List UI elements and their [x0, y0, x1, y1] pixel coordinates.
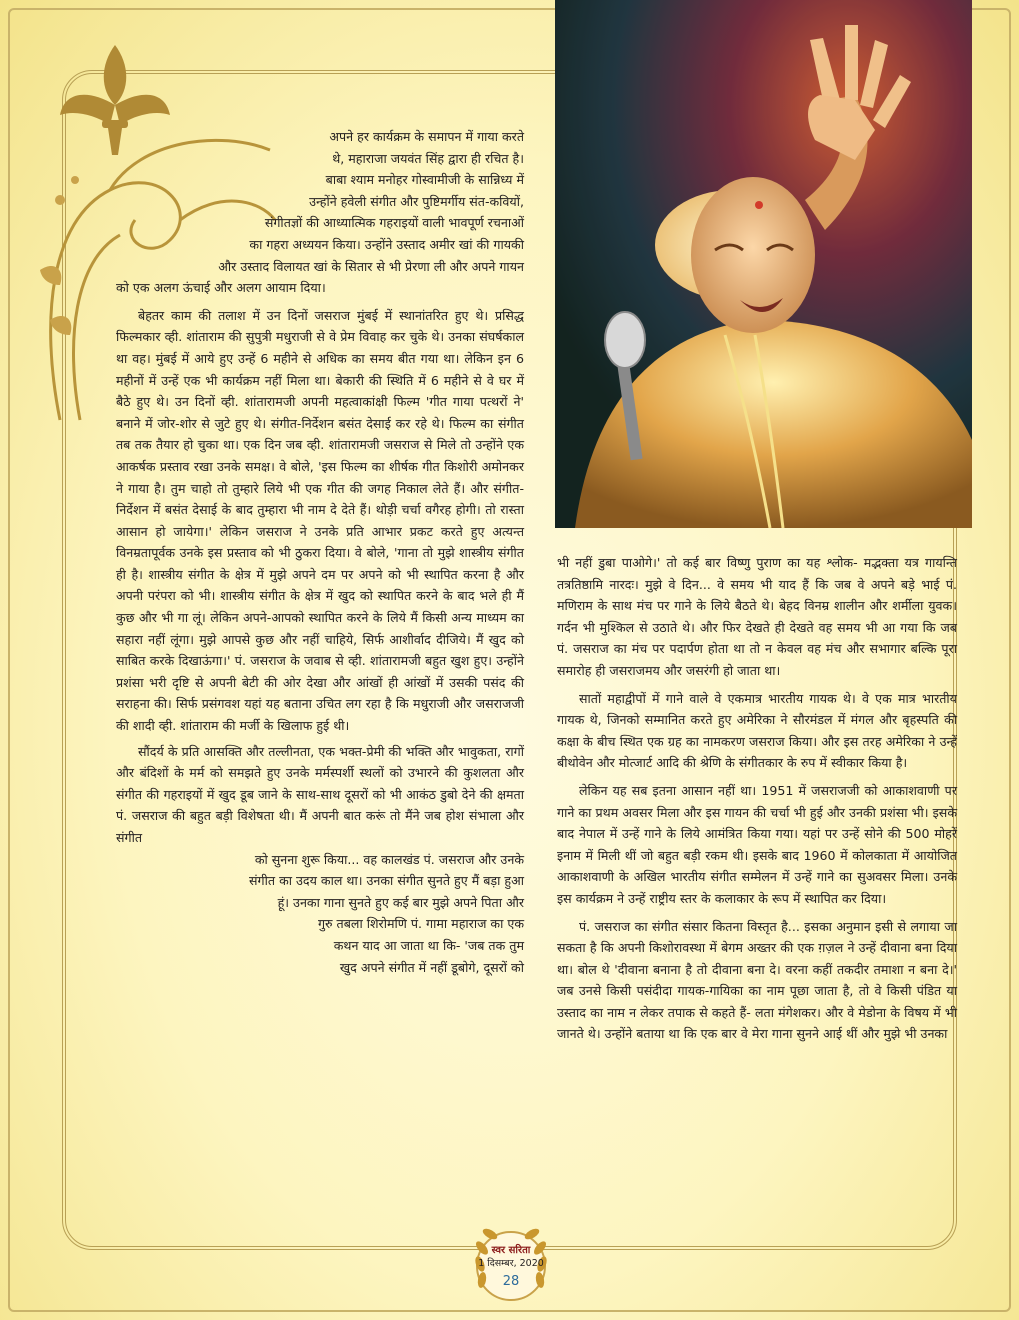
paragraph: सातों महाद्वीपों में गाने वाले वे एकमात्र भारतीय गायक थे। वे एक मात्र भारतीय गायक थे, जिनको सम्मानित करते हुए अमेरिका ने सौरमंडल में मंगल और बृहस्पति की कक्षा के बीच स्थित एक ग्रह का नामकरण जसराज किया। और इस तरह अमेरिका ने उन्हें बीथोवेन और मोत्जार्ट आदि की श्रेणि के संगीतकार के रुप में स्वीकार किया है।: [557, 690, 957, 771]
paragraph-line: का गहरा अध्ययन किया। उन्होंने उस्ताद अमीर खां की गायकी: [249, 236, 524, 252]
paragraph: लेकिन यह सब इतना आसान नहीं था। 1951 में जसराजजी को आकाशवाणी पर गाने का प्रथम अवसर मिला और इस गायन की चर्चा भी हुई और उनकी प्रशंसा भी। इसके बाद नेपाल में उन्हें गाने के लिये आमंत्रित किया गया। यहां पर उन्हें सोने की 500 मोहरें इनाम में मिली थीं जो बहुत बड़ी रकम थी। इसके बाद 1960 में कोलकाता में आयोजित आकाशवाणी के अखिल भारतीय संगीत सम्मेलन में उन्हें गाने का सुअवसर मिला। उनके इस कार्यक्रम ने उन्हें राष्ट्रीय स्तर के कलाकार के रूप में स्थापित कर दिया।: [557, 782, 957, 906]
paragraph-line: कथन याद आ जाता था कि- 'जब तक तुम: [333, 937, 524, 953]
paragraph-line: उन्होंने हवेली संगीत और पुष्टिमर्गीय संत-कवियों,: [309, 193, 524, 209]
paragraph-line: थे, महाराजा जयवंत सिंह द्वारा ही रचित है।: [332, 150, 524, 166]
issue-date: 1 दिसम्बर, 2020: [478, 1258, 544, 1269]
paragraph: सौंदर्य के प्रति आसक्ति और तल्लीनता, एक भक्त-प्रेमी की भक्ति और भावुकता, रागों और बंदिशों के मर्म को समझते हुए उनके मर्मस्पर्शी स्थलों को उभारने की कुशलता और संगीत की गहराइयों में खुद डूब जाने के साथ-साथ दूसरों को भी आकंठ डुबो देने की क्षमता पं. जसराज की बहुत बड़ी विशेषता थी। मैं अपनी बात करूं तो मैंने जब होश संभाला और संगीत: [116, 743, 524, 845]
paragraph-line: और उस्ताद विलायत खां के सितार से भी प्रेरणा ली और अपने गायन: [218, 258, 524, 274]
paragraph-line: संगीतज्ञों की आध्यात्मिक गहराइयों वाली भावपूर्ण रचनाओं: [264, 215, 524, 231]
paragraph-line: बाबा श्याम मनोहर गोस्वामीजी के सान्निध्य में: [325, 172, 524, 188]
paragraph-line: संगीत का उदय काल था। उनका संगीत सुनते हुए मैं बड़ा हुआ: [249, 873, 524, 889]
singer-photo: [555, 0, 972, 528]
page-number: 28: [502, 1274, 520, 1289]
paragraph: भी नहीं डुबा पाओगे।' तो कई बार विष्णु पुराण का यह श्लोक- मद्भक्ता यत्र गायन्ति तत्रतिष्ठामि नारदः। मुझे वे दिन... वे समय भी याद हैं कि जब वे अपने बड़े भाई पं. मणिराम के साथ मंच पर गाने के लिये बैठते थे। बेहद विनम्र शालीन और शर्मीला युवक। गर्दन भी मुश्किल से उठाते थे। और फिर देखते ही देखते वह समय भी आ गया कि जब पं. जसराज का मंच पर पदार्पण होता था तो न केवल वह मंच और सभागार बल्कि पूरा समारोह ही जसराजमय और जसरंगी हो जाता था।: [557, 555, 957, 678]
magazine-name: स्वर सरिता: [491, 1245, 531, 1256]
paragraph: बेहतर काम की तलाश में उन दिनों जसराज मुंबई में स्थानांतरित हुए थे। प्रसिद्ध फिल्मकार व्ही. शांताराम की सुपुत्री मधुराजी से वे प्रेम विवाह कर चुके थे। उनका संघर्षकाल था वह। मुंबई में आये हुए उन्हें 6 महीने से अधिक का समय बीत गया था। लेकिन इन 6 महीनों में उन्हें एक भी कार्यक्रम नहीं मिला था। बेकारी की स्थिति में 6 महीने से वे घर में बैठे हुए थे। उन दिनों व्ही. शांतारामजी अपनी महत्वाकांक्षी फिल्म 'गीत गाया पत्थरों ने' बनाने में जोर-शोर से जुटे हुए थे। संगीत-निर्देशन बसंत देसाई कर रहे थे। फिल्म का संगीत तब तक तैयार हो चुका था। एक दिन जब व्ही. शांतारामजी जसराज से मिले तो उन्होंने एक आकर्षक प्रस्ताव रखा उनके समक्ष। वे बोले, 'इस फिल्म का शीर्षक गीत किशोरी अमोनकर ने गाया है। तुम चाहो तो तुम्हारे लिये भी एक गीत की जगह निकाल लेते हैं। और संगीत-निर्देशन में बसंत देसाई के बाद तुम्हारा भी नाम दे देते हैं। थोड़ी चर्चा वगैरह होगी। तो रास्ता आसान हो जायेगा।' लेकिन जसराज ने उनके प्रति आभार प्रकट करते हुए अत्यन्त विनम्रतापूर्वक उनके इस प्रस्ताव को भी ठुकरा दिया। वे बोले, 'गाना तो मुझे शास्त्रीय संगीत ही है। शास्त्रीय संगीत के क्षेत्र में मुझे अपने दम पर अपने को भी स्थापित करना है और अपनी परंपरा को भी। शास्त्रीय संगीत के क्षेत्र में खुद को स्थापित करने के बाद भले ही मैं कुछ और भी गा लूं। लेकिन अपने-आपको स्थापित करने के लिये मैं किसी अन्य माध्यम का सहारा नहीं लूंगा। मुझे आपसे कुछ और नहीं चाहिये, सिर्फ आशीर्वाद दीजिये। मैं खुद को साबित करके दिखाऊंगा।' पं. जसराज के जवाब से व्ही. शांतारामजी बहुत खुश हुए। उन्होंने प्रशंसा भरी दृष्टि से अपनी बेटी की ओर देखा और आंखों ही आंखों में उसकी पसंद की सराहना की। सिर्फ प्रसंगवश यहां यह बताना उचित लग रहा है कि मधुराजी और जसराजजी की शादी व्ही. शांताराम की मर्जी के खिलाफ हुई थी।: [116, 307, 525, 734]
paragraph-line: गुरु तबला शिरोमणि पं. गामा महाराज का एक: [317, 916, 524, 932]
paragraph-line: खुद अपने संगीत में नहीं डूबोगे, दूसरों को: [339, 959, 524, 975]
paragraph: पं. जसराज का संगीत संसार कितना विस्तृत है... इसका अनुमान इसी से लगाया जा सकता है कि अपनी किशोरावस्था में बेगम अख्तर की एक ग़ज़ल ने उन्हें दीवाना बना दिया था। बोल थे 'दीवाना बनाना है तो दीवाना बना दे। वरना कहीं तकदीर तमाशा न बना दे।' जब उनसे किसी पसंदीदा गायक-गायिका का नाम पूछा जाता है, तो वे किसी पंडित या उस्ताद का नाम न लेकर तपाक से कहते हैं- लता मंगेशकर। और वे मेडोना के विषय में भी जानते थे। उन्होंने बताया था कि एक बार वे मेरा गाना सुनने आई थीं और मुझे भी उनका: [557, 918, 957, 1042]
paragraph-line: को सुनना शुरू किया... वह कालखंड पं. जसराज और उनके: [254, 851, 524, 867]
article-column-right: [557, 552, 957, 1045]
article-column-left: [116, 126, 524, 978]
page-number-badge: [468, 1214, 554, 1310]
paragraph-line: अपने हर कार्यक्रम के समापन में गाया करते: [329, 129, 524, 144]
paragraph-line: हूं। उनका गाना सुनते हुए कई बार मुझे अपने पिता और: [277, 894, 524, 910]
paragraph-line: को एक अलग ऊंचाई और अलग आयाम दिया।: [116, 280, 326, 296]
